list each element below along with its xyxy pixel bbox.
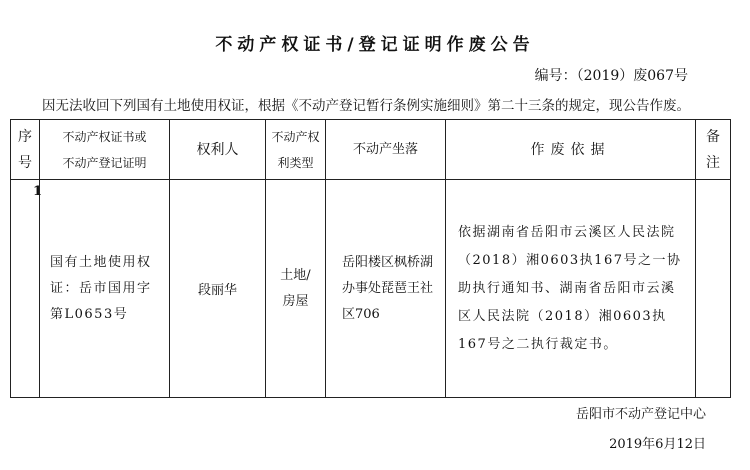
notice-title: 不动产权证书/登记证明作废公告 [215,35,535,55]
header-remark: 备 注 [696,120,731,180]
row-right-type: 土地/ 房屋 [266,180,326,398]
issue-date: 2019年6月12日 [609,437,706,452]
row-basis: 依据湖南省岳阳市云溪区人民法院（2018）湘0603执167号之一协助执行通知书、湖南省岳阳市云溪区人民法院（2018）湘0603执167号之二执行裁定书。 [446,180,696,398]
header-certificate: 不动产权证书或 不动产登记证明 [40,120,170,180]
row-seq: 1 [11,180,40,398]
void-certificate-table [10,119,731,398]
row-certificate: 国有土地使用权证：岳市国用字第L0653号 [40,180,170,398]
row-holder: 段丽华 [170,180,266,398]
header-location: 不动产坐落 [326,120,446,180]
header-right-type: 不动产权 利类型 [266,120,326,180]
row-remark [696,180,731,398]
document-number: 编号：（2019）废067号 [534,68,688,84]
header-basis: 作废依据 [446,120,696,180]
issuer: 岳阳市不动产登记中心 [575,407,706,422]
notice-intro: 因无法收回下列国有土地使用权证，根据《不动产登记暂行条例实施细则》第二十三条的规定，现公告作废。 [42,98,690,114]
table-header-row [11,120,731,180]
table-row [11,180,731,398]
header-seq: 序 号 [11,120,40,180]
row-location: 岳阳楼区枫桥湖办事处琵琶王社区706 [326,180,446,398]
header-holder: 权利人 [170,120,266,180]
